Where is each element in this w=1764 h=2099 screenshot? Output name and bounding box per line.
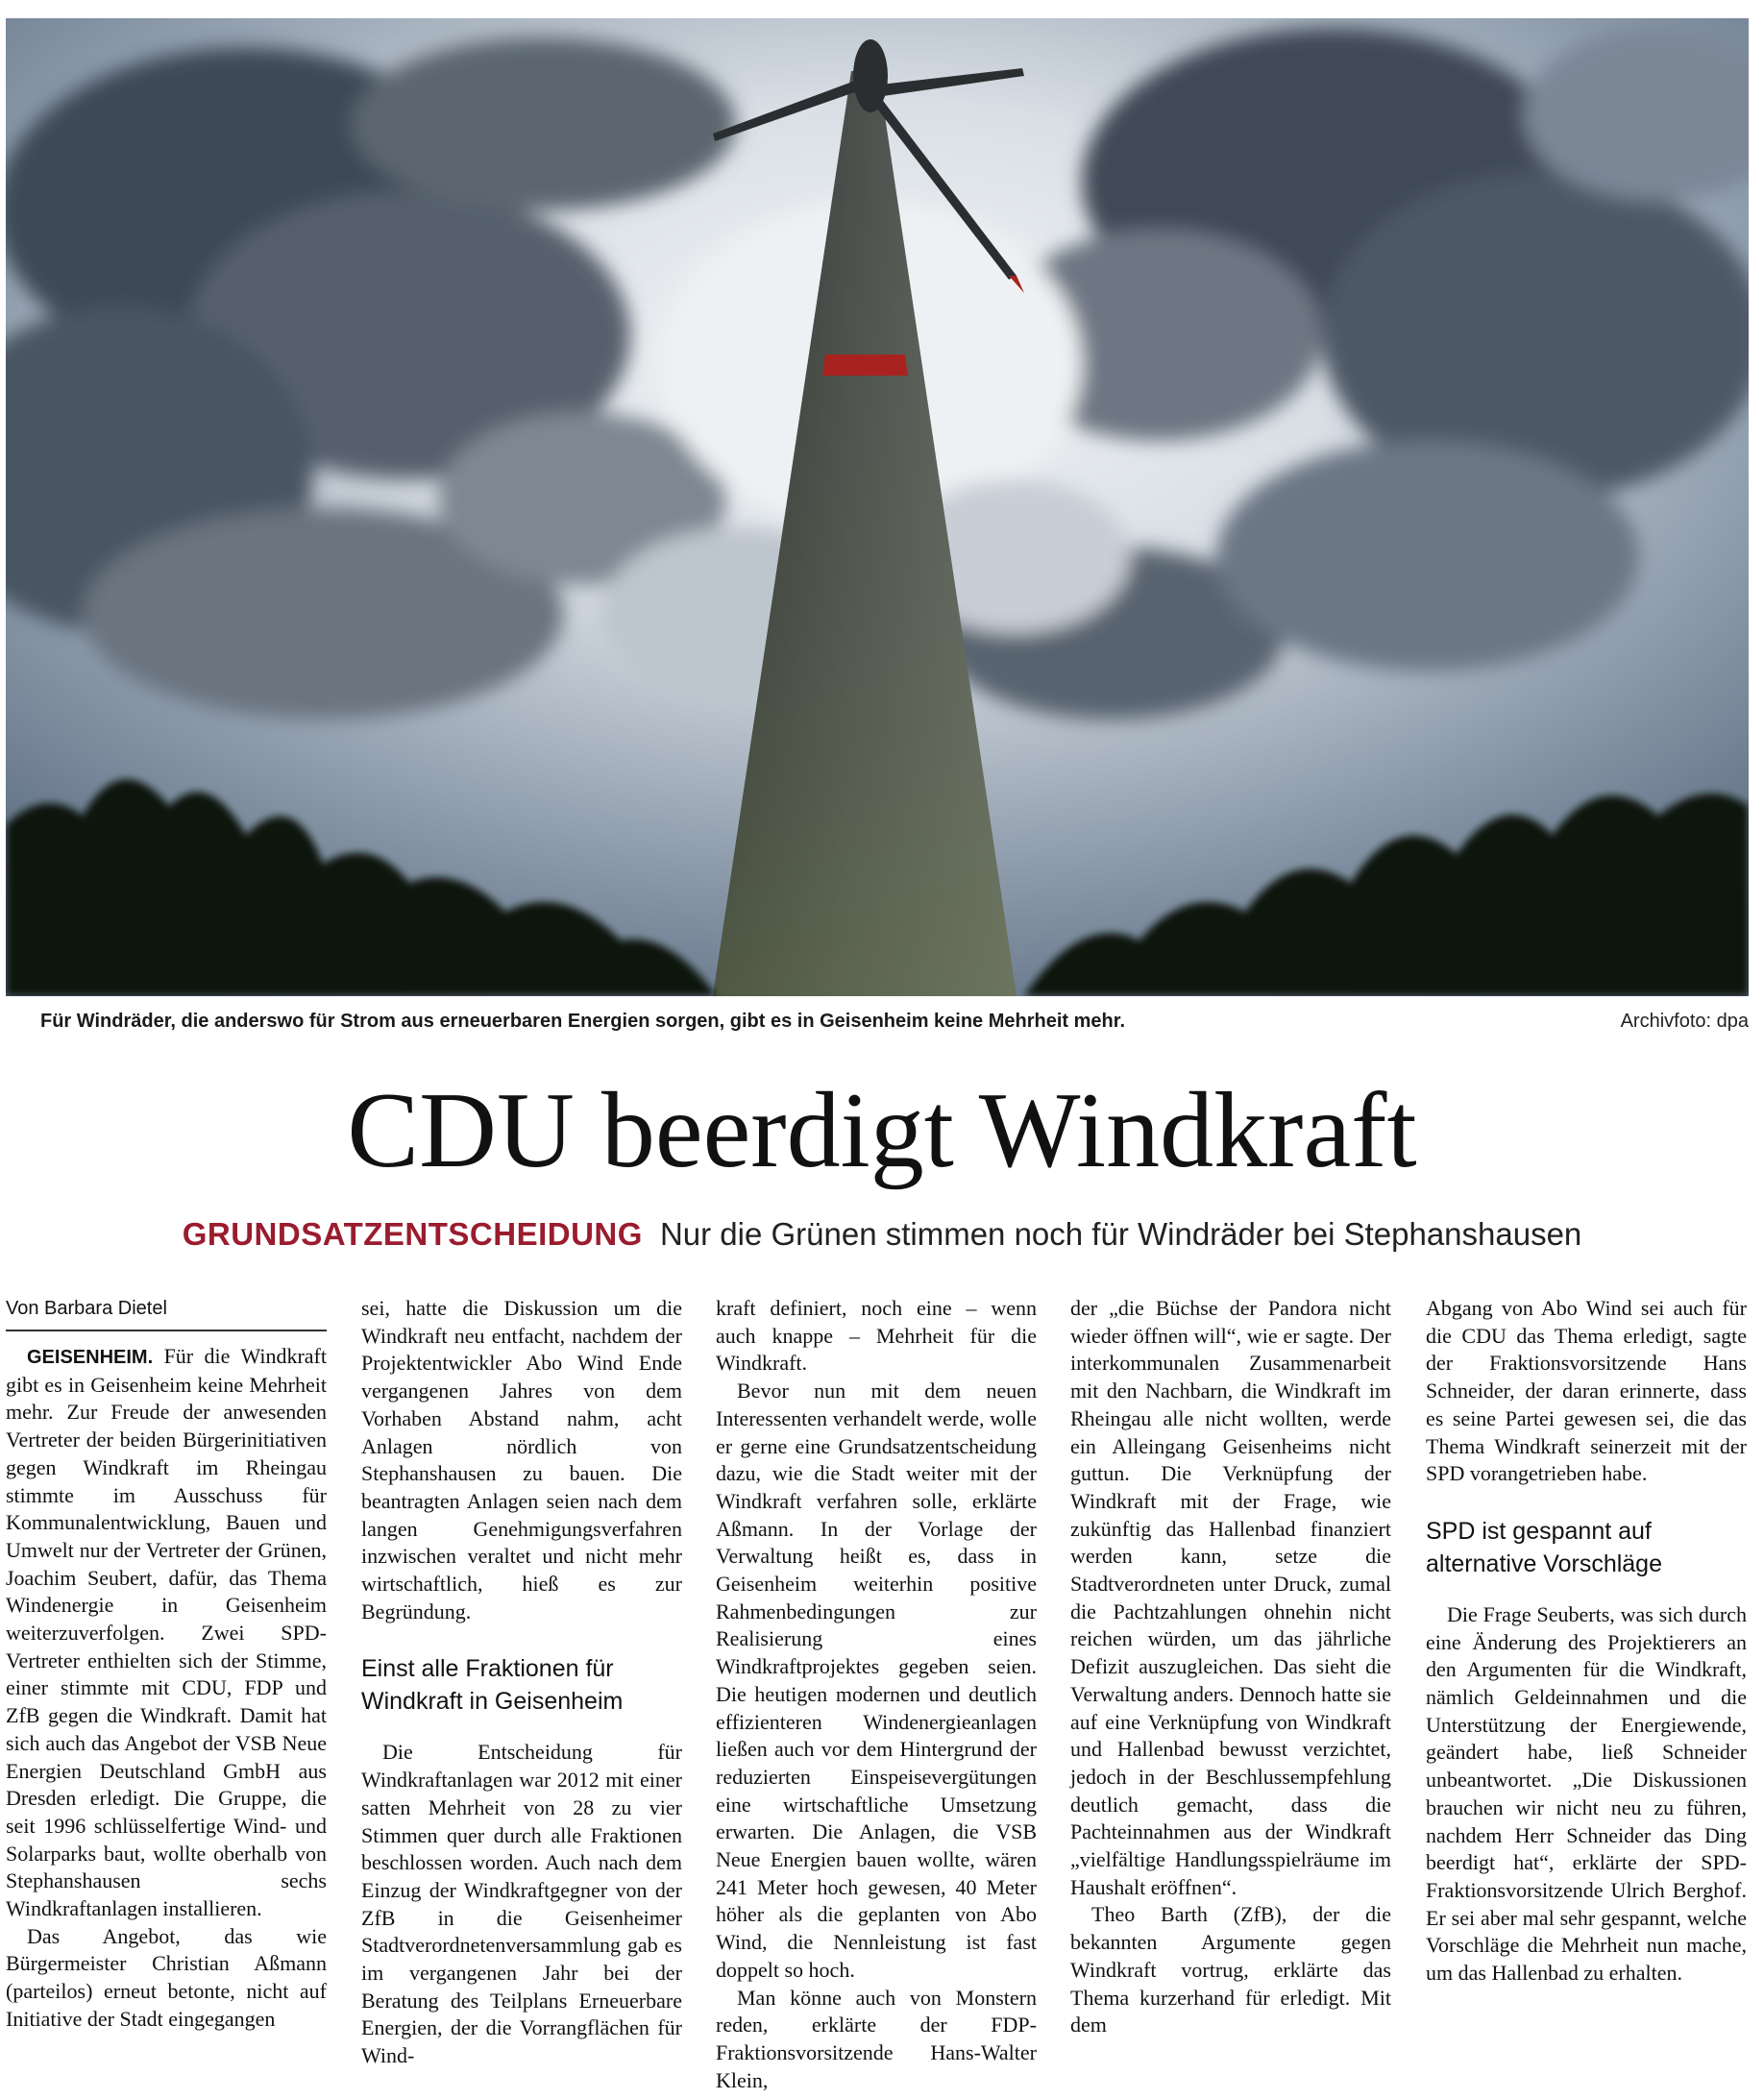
- paragraph-5: Man könne auch von Monstern reden, erklärte der FDP-Fraktionsvorsitzende Hans-Walter Klein,: [716, 1985, 1037, 2092]
- article-photo: [6, 18, 1749, 996]
- paragraph-2-cont: sei, hatte die Diskussion um die Windkraft neu entfacht, nachdem der Projektentwickler Abo Wind Ende vergangenen Jahres von dem Vorhaben Abstand nahm, acht Anlagen nördlich von Stephanshausen zu bauen. Die beantragten Anlagen seien nach dem langen Genehmigungsverfahren inzwischen veraltet und nicht mehr wirtschaftlich, hieß es zur Begründung.: [361, 1296, 682, 1623]
- paragraph-2: Das Angebot, das wie Bürgermeister Christian Aßmann (parteilos) erneut betonte, nicht auf Initiative der Stadt eingegangen: [6, 1923, 327, 2031]
- byline: Von Barbara Dietel: [6, 1295, 327, 1331]
- article-column-3: [716, 1295, 1037, 2094]
- subheadline: Nur die Grünen stimmen noch für Windräder bei Stephanshausen: [659, 1216, 1582, 1252]
- wind-turbine-photo: [6, 18, 1749, 996]
- intertitle-2: SPD ist gespannt auf alternative Vorschläge: [1426, 1517, 1662, 1577]
- photo-caption: Für Windräder, die anderswo für Strom aus erneuerbaren Energien sorgen, gibt es in Geisenheim keine Mehrheit mehr.: [40, 1011, 1125, 1032]
- article-column-1: [6, 1295, 327, 2034]
- intertitle-1: Einst alle Fraktionen für Windkraft in Geisenheim: [361, 1655, 624, 1716]
- paragraph-3: Die Entscheidung für Windkraftanlagen war 2012 mit einer satten Mehrheit von 28 zu vier Stimmen quer durch alle Fraktionen beschlossen worden. Auch nach dem Einzug der Windkraftgegner von der ZfB in die Geisenheimer Stadtverordnetenversammlung gab es im vergangenen Jahr bei der Beratung des Teilplans Erneuerbare Energien, der die Vorrangflächen für Wind-: [361, 1740, 682, 2068]
- paragraph-6-cont: Abgang von Abo Wind sei auch für die CDU das Thema erledigt, sagte der Fraktionsvorsitzende Hans Schneider, der daran erinnerte, dass es seine Partei gewesen sei, die das Thema Windkraft seinerzeit mit der SPD vorangetrieben habe.: [1426, 1296, 1747, 1486]
- intro-paragraph: [6, 1343, 327, 1923]
- article-column-2: [361, 1295, 682, 2070]
- photo-caption-row: [40, 1011, 1749, 1043]
- article-column-5: [1426, 1295, 1747, 1988]
- paragraph-6: Theo Barth (ZfB), der die bekannten Argumente gegen Windkraft vortrug, erklärte das Thema kurzerhand für erledigt. Mit dem: [1070, 1902, 1391, 2038]
- article-column-4: [1070, 1295, 1391, 2039]
- paragraph-4: Bevor nun mit dem neuen Interessenten verhandelt werde, wolle er gerne eine Grundsatzentscheidung dazu, wie die Stadt weiter mit der Windkraft verfahren solle, erklärte Aßmann. In der Vorlage der Verwaltung heißt es, dass in Geisenheim weiterhin positive Rahmenbedingungen zur Realisierung eines Windkraftprojektes gegeben seien. Die heutigen modernen und deutlich effizienteren Windenergieanlagen ließen auch vor dem Hintergrund der reduzierten Einspeisevergütungen eine wirtschaftliche Umsetzung erwarten. Die Anlagen, die VSB Neue Energien bauen wollte, wären 241 Meter hoch gewesen, 40 Meter höher als die geplanten von Abo Wind, die Nennleistung ist fast doppelt so hoch.: [716, 1379, 1037, 1982]
- photo-credit: Archivfoto: dpa: [1620, 1011, 1749, 1032]
- subheadline-row: [0, 1213, 1764, 1256]
- kicker: GRUNDSATZENTSCHEIDUNG: [182, 1216, 643, 1252]
- dateline: GEISENHEIM.: [27, 1347, 154, 1368]
- paragraph-3-cont: kraft definiert, noch eine – wenn auch knappe – Mehrheit für die Windkraft.: [716, 1296, 1037, 1376]
- paragraph-7: Die Frage Seuberts, was sich durch eine Änderung des Projektierers an den Argumenten für die Windkraft, nämlich Geldeinnahmen und die Unterstützung der Energiewende, geändert habe, ließ Schneider unbeantwortet. „Die Diskussionen brauchen wir nicht neu zu führen, nachdem Herr Schneider das Ding beerdigt hat“, erklärte der SPD-Fraktionsvorsitzende Ulrich Berghof. Er sei aber mal sehr gespannt, welche Vorschläge die Mehrheit nun mache, um das Hallenbad zu erhalten.: [1426, 1601, 1747, 1986]
- paragraph-5-cont: der „die Büchse der Pandora nicht wieder öffnen will“, wie er sagte. Der interkommunalen Zusammenarbeit mit den Nachbarn, die Windkraft im Rheingau alle nicht wollten, werde ein Alleingang Geisenheims nicht guttun. Die Verknüpfung der Windkraft mit der Frage, wie zukünftig das Hallenbad finanziert werden kann, setze die Stadtverordneten unter Druck, zumal die Pachtzahlungen ohnehin nicht reichen würden, um das jährliche Defizit auszugleichen. Das sieht die Verwaltung anders. Dennoch hatte sie auf eine Verknüpfung von Windkraft und Hallenbad bewusst verzichtet, jedoch in der Beschlussempfehlung deutlich gemacht, dass die Pachteinnahmen aus der Windkraft „vielfältige Handlungsspielräume im Haushalt eröffnen“.: [1070, 1296, 1391, 1899]
- headline: CDU beerdigt Windkraft: [347, 1071, 1417, 1190]
- intro-text: Für die Windkraft gibt es in Geisenheim keine Mehrheit mehr. Zur Freude der anwesenden Vertreter der beiden Bürgerinitiativen gegen Windkraft im Rheingau stimmte im Ausschuss für Kommunalentwicklung, Bauen und Umwelt nur der Vertreter der Grünen, Joachim Seubert, dafür, das Thema Windenergie in Geisenheim weiterzuverfolgen. Zwei SPD-Vertreter enthielten sich der Stimme, einer stimmte mit CDU, FDP und ZfB gegen die Windkraft. Damit hat sich auch das Angebot der VSB Neue Energien Deutschland GmbH aus Dresden erledigt. Die Gruppe, die seit 1996 schlüsselfertige Wind- und Solarparks baut, wollte oberhalb von Stephanshausen sechs Windkraftanlagen installieren.: [6, 1344, 327, 1921]
